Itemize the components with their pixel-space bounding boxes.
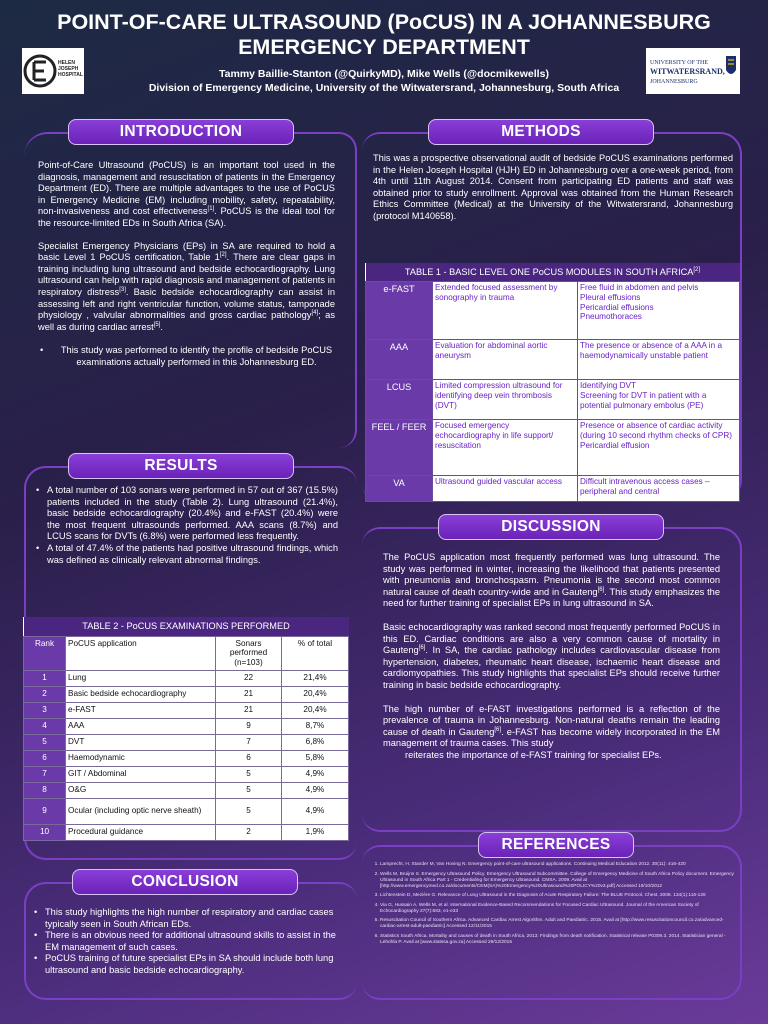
- table-row: [366, 380, 740, 420]
- table-row: [366, 282, 740, 340]
- table-row: [366, 476, 740, 502]
- table-2-caption: TABLE 2 - PoCUS EXAMINATIONS PERFORMED: [24, 617, 349, 636]
- reference-item: 5. Resuscitation Council of Southern Africa. Advanced Cardiac Arrest Algorithm. Adult and Paediatric. 2015. Avail at [http://www.resuscitationcouncil.co.za/advanced-cardiac-arrest-adult-paediatric] Accessed 12/11/2015: [380, 918, 736, 930]
- svg-text:UNIVERSITY OF THE: UNIVERSITY OF THE: [650, 60, 708, 66]
- table-row: 2 Basic bedside echocardiography 21 20,4%: [24, 686, 349, 702]
- title-line-2: EMERGENCY DEPARTMENT: [238, 35, 530, 59]
- helen-joseph-hospital-logo: [22, 48, 84, 94]
- table-row: 10 Procedural guidance 2 1,9%: [24, 824, 349, 840]
- svg-text:WITWATERSRAND,: WITWATERSRAND,: [650, 67, 725, 76]
- references-heading: REFERENCES: [478, 832, 634, 858]
- svg-text:HELEN: HELEN: [58, 60, 75, 66]
- results-text: [34, 485, 338, 566]
- authors: Tammy Baillie-Stanton (@QuirkyMD), Mike Wells (@docmikewells): [219, 68, 549, 80]
- methods-text: [373, 153, 733, 223]
- authors-block: [100, 68, 668, 95]
- table-row: 4 AAA 9 8,7%: [24, 718, 349, 734]
- introduction-text: [38, 160, 335, 369]
- module-findings: Free fluid in abdomen and pelvis Pleural effusions Pericardial effusions Pneumothoraces: [578, 282, 740, 340]
- table-row: 3 e-FAST 21 20,4%: [24, 702, 349, 718]
- col-sonars: Sonars performed (n=103): [216, 636, 282, 670]
- module-findings: Identifying DVT Screening for DVT in patient with a potential pulmonary embolus (PE): [578, 380, 740, 420]
- intro-aim-bullet: • This study was performed to identify the profile of bedside PoCUS examinations actually performed in this Johannesburg ED.: [38, 345, 335, 368]
- table-1-caption: TABLE 1 - BASIC LEVEL ONE PoCUS MODULES IN SOUTH AFRICA[2]: [366, 263, 740, 282]
- module-description: Focused emergency echocardiography in life support/ resuscitation: [433, 420, 578, 476]
- reference-item: 1. Lamprecht, H. Stander M, Van Hoving N. Emergency point-of-care ultrasound applications. Continuing Medical Education 2012. 30(11): 416-420: [380, 862, 736, 868]
- methods-paragraph: This was a prospective observational audit of bedside PoCUS examinations performed in the Helen Joseph Hospital (HJH) ED in Johannesburg over a one-week period, from 4th until 11th August 2014. Consent from participating ED patients and staff was obtained prior to study enrollment. Approval was obtained from the Human Research Ethics Committee (Medical) at the University of the Witwatersrand, Johannesburg (protocol M140658).: [373, 153, 733, 221]
- discussion-heading: DISCUSSION: [438, 514, 664, 540]
- col-rank: Rank: [24, 636, 66, 670]
- module-key: FEEL / FEER: [366, 420, 433, 476]
- discussion-paragraph-1: The PoCUS application most frequently performed was lung ultrasound. The study was performed in winter, increasing the likelihood that patients presented with pneumonia and bronchospasm. Pneumonia is the second most common natural cause of death country-wide and in Gauteng[6]. This study emphasizes the need for further training of specialist EPs in lung ultrasound in SA.: [383, 552, 720, 609]
- discussion-paragraph-3-end: reiterates the importance of e-FAST training for specialist EPs.: [405, 749, 662, 760]
- reference-item: 2. Wells M, Bruijns S. Emergency Ultrasound Policy. Emergency Ultrasound Subcommittee. College of Emergency Medicine of South Africa Policy document. Emergency Ultrasound in South Africa Part 1 - Credentialing for Emergency Ultrasound. CMSA. 2009. Avail at [http://www.emergencymed.co.za/documents/CEM(SA)%20Emergency%20Ultrasound%20POLICY%20v3.pdf] Accessed 19/10/2012: [380, 872, 736, 890]
- svg-text:HOSPITAL: HOSPITAL: [58, 72, 83, 78]
- svg-text:JOHANNESBURG: JOHANNESBURG: [650, 79, 698, 85]
- table-row: 1 Lung 22 21,4%: [24, 670, 349, 686]
- module-key: VA: [366, 476, 433, 502]
- table-row: [366, 420, 740, 476]
- intro-paragraph-2: Specialist Emergency Physicians (EPs) in SA are required to hold a basic Level 1 PoCUS certification, Table 1[2]. There are clear gaps in training including lung ultrasound and bedside echocardiography. Lung ultrasound can help with rapid diagnosis and management of patients in respiratory distress[3]. Basic bedside echocardiography can assist in assessing left and right ventricular function, volume status, tamponade physiology , valvular abnormalities and gross cardiac pathology[4]; as well as during cardiac arrest[5].: [38, 240, 336, 332]
- col-percent: % of total: [282, 636, 349, 670]
- methods-heading: METHODS: [428, 119, 654, 145]
- module-key: AAA: [366, 340, 433, 380]
- col-application: PoCUS application: [66, 636, 216, 670]
- module-description: Extended focused assessment by sonography in trauma: [433, 282, 578, 340]
- table-2-examinations: [23, 617, 349, 841]
- module-key: LCUS: [366, 380, 433, 420]
- results-heading: RESULTS: [68, 453, 294, 479]
- title-line-1: POINT-OF-CARE ULTRASOUND (PoCUS) IN A JOHANNESBURG: [57, 10, 711, 34]
- reference-item: 6. Statistics South Africa. Mortality and causes of death in South Africa, 2013: Findings from death notification. Statistical release P0309.3. 2014. Statistician general - Lehohla P. Avail at [www.statssa.gov.za] Accessed 29/12/2015: [380, 934, 736, 946]
- conclusion-bullet-2: • There is an obvious need for additional ultrasound skills to assist in the EM management of such cases.: [32, 930, 350, 953]
- module-findings: Presence or absence of cardiac activity (during 10 second rhythm checks of CPR) Pericardial effusion: [578, 420, 740, 476]
- introduction-heading: INTRODUCTION: [68, 119, 294, 145]
- reference-item: 4. Via G, Hussain A, Wells M, et al. International Evidence-Based Recommendations for Focused Cardiac Ultrasound. Journal of the American Society of Echocardiography 27(7):683, e1-e33: [380, 903, 736, 915]
- table-header-row: [24, 636, 349, 670]
- conclusion-heading: CONCLUSION: [72, 869, 298, 895]
- affiliation: Division of Emergency Medicine, University of the Witwatersrand, Johannesburg, South Africa: [148, 81, 620, 94]
- conclusion-bullet-3: • PoCUS training of future specialist EPs in SA should include both lung ultrasound and basic bedside echocardiography.: [32, 953, 350, 976]
- results-bullet-1: • A total number of 103 sonars were performed in 57 out of 367 (15.5%) patients included in the study (Table 2). Lung ultrasound (21.4%), basic bedside echocardiography (20.4%) and e-FAST (20.4%) were the most frequent ultrasounds performed. AAA scans (8.7%) and LCUS scans for DVTs (6.8%) were performed less frequently.: [34, 485, 338, 543]
- svg-text:JOSEPH: JOSEPH: [58, 66, 79, 72]
- module-description: Evaluation for abdominal aortic aneurysm: [433, 340, 578, 380]
- module-findings: The presence or absence of a AAA in a haemodynamically unstable patient: [578, 340, 740, 380]
- results-bullet-2: • A total of 47.4% of the patients had positive ultrasound findings, which was defined as clinically relevant abnormal findings.: [34, 543, 338, 566]
- references-list: [370, 862, 736, 949]
- table-row: [366, 340, 740, 380]
- discussion-paragraph-2: Basic echocardiography was ranked second most frequently performed PoCUS in this ED. Cardiac conditions are also a very common cause of mortality in Gauteng[6]. In SA, the cardiac pathology includes cardiovascular disease from hypertension, diabetes, rheumatic heart disease, ischaemic heart disease and cardiomyopathies. This study highlights that specialist EPs should receive further training in basic bedside echocardiography.: [383, 621, 720, 690]
- table-row: 9 Ocular (including optic nerve sheath) 5 4,9%: [24, 798, 349, 824]
- discussion-paragraph-3: The high number of e-FAST investigations performed is a reflection of the prevalence of trauma in Johannesburg. Non-natural deaths remain the leading cause of death in Gauteng[6]. e-FAST has become widely incorporated in the EM management of trauma cases. This study: [383, 703, 720, 749]
- intro-paragraph-1: Point-of-Care Ultrasound (PoCUS) is an important tool used in the diagnosis, management and resuscitation of patients in the Emergency Department (ED). There are multiple advantages to the use of PoCUS in Emergency Medicine (EM) including mobility, safety, repeatability, non-invasiveness and cost effectiveness[1]. PoCUS is the ideal tool for the resource-limited EDs in South Africa (SA).: [38, 160, 335, 228]
- module-description: Limited compression ultrasound for identifying deep vein thrombosis (DVT): [433, 380, 578, 420]
- conclusion-bullet-1: • This study highlights the high number of respiratory and cardiac cases typically seen in South African EDs.: [32, 907, 350, 930]
- reference-item: 3. Lichtenstein D, Mezière G. Relevance of Lung Ultrasound in the Diagnosis of Acute Respiratory Failure: The BLUE Protocol. Chest. 2008. 134(1):116-126: [380, 893, 736, 899]
- module-findings: Difficult intravenous access cases – peripheral and central: [578, 476, 740, 502]
- table-row: 6 Haemodynamic 6 5,8%: [24, 750, 349, 766]
- conclusion-text: [32, 907, 350, 977]
- poster-header: [0, 0, 768, 108]
- discussion-text: [383, 552, 720, 762]
- table-row: 5 DVT 7 6,8%: [24, 734, 349, 750]
- table-row: 7 GIT / Abdominal 5 4,9%: [24, 766, 349, 782]
- table-row: 8 O&G 5 4,9%: [24, 782, 349, 798]
- module-key: e-FAST: [366, 282, 433, 340]
- table-1-pocus-modules: [365, 263, 740, 502]
- module-description: Ultrasound guided vascular access: [433, 476, 578, 502]
